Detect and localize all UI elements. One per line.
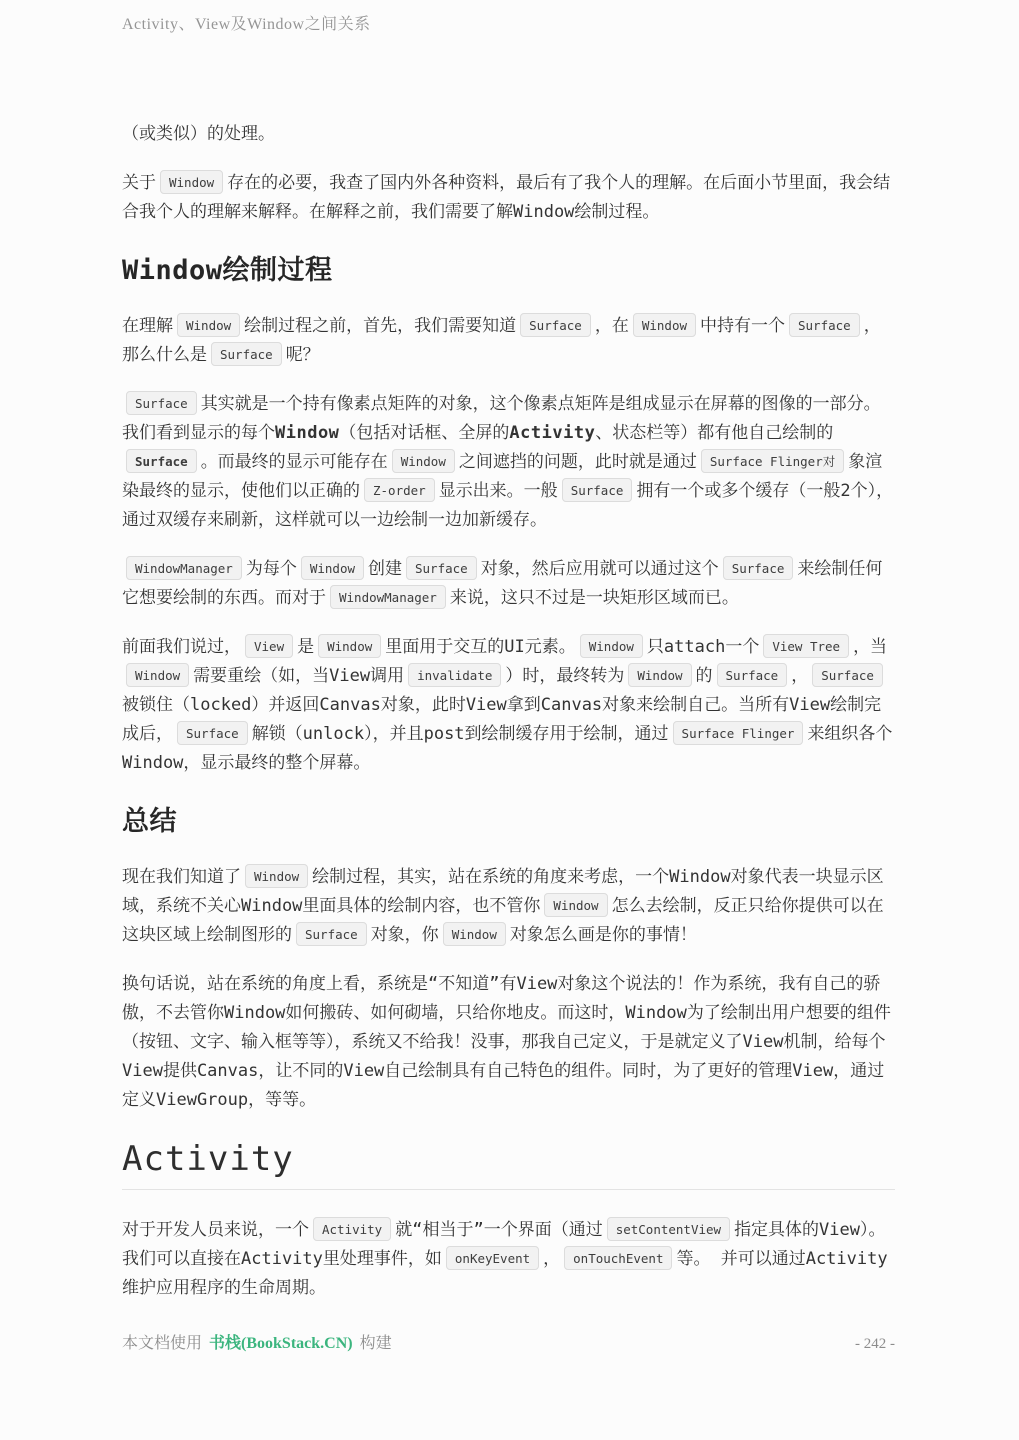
text-run: 被锁住（locked）并返回Canvas对象，此时View拿到Canvas对象来绘制自己。当所有View绘制完成后， (122, 695, 882, 744)
text-run: 换句话说，站在系统的角度上看，系统是“不知道”有View对象这个说法的！作为系统，我有自己的骄傲，不去管你Window如何搬砖、如何砌墙，只给你地皮。而这时，Window为了绘制出用户想要的组件（按钮、文字、输入框等等），系统又不给我！没事，那我自己定义，于是就定义了View机制，给每个View提供Canvas，让不同的View自己绘制具有自己特色的组件。同时，为了更好的管理View，通过定义ViewGroup，等等。 (122, 974, 891, 1110)
inline-code: Surface (296, 922, 367, 946)
inline-code: Surface (812, 663, 883, 687)
inline-code: Window (633, 313, 696, 337)
text-run: ，那么什么是 (122, 316, 881, 365)
text-run: 对象怎么画是你的事情！ (509, 925, 697, 945)
inline-code: WindowManager (126, 556, 242, 580)
text-run: 绘制过程之前，首先，我们需要知道 (244, 316, 517, 336)
text-run: 为每个 (245, 559, 297, 579)
text-run: 的 (695, 666, 713, 686)
section-heading: Window绘制过程 (122, 255, 333, 286)
inline-code: Window (318, 634, 381, 658)
text-run: 象渲染最终的显示，使他们以正确的 (122, 452, 883, 501)
inline-code: Surface (562, 478, 633, 502)
text-run: 绘制过程，其实，站在系统的角度来考虑，一个Window对象代表一块显示区域，系统不关心Window里面具体的绘制内容，也不管你 (122, 867, 884, 916)
inline-code: Surface (723, 556, 794, 580)
inline-code: WindowManager (330, 585, 446, 609)
text-run: 就“相当于”一个界面（通过 (395, 1220, 603, 1240)
footer-suffix-text: 构建 (359, 1335, 392, 1352)
inline-code: View Tree (763, 634, 849, 658)
text-run: 需要重绘（如，当View调用 (193, 666, 405, 686)
text-run: 对象，你 (370, 925, 439, 945)
bold-text: Window (275, 423, 340, 443)
inline-code: Window (177, 313, 240, 337)
text-run: 之间遮挡的问题，此时就是通过 (458, 452, 697, 472)
inline-code: onKeyEvent (446, 1246, 539, 1270)
inline-code: Window (392, 449, 455, 473)
inline-code: Window (126, 663, 189, 687)
text-run: 对于开发人员来说，一个 (122, 1220, 309, 1240)
page-number: - 242 - (855, 1336, 895, 1352)
text-run: 在理解 (122, 316, 173, 336)
text-run: 对象，然后应用就可以通过这个 (480, 559, 719, 579)
paragraph (122, 312, 895, 370)
text-run: 、状态栏等）都有他自己绘制的 (595, 423, 834, 443)
paragraph (122, 390, 895, 535)
inline-code: Surface (126, 391, 197, 415)
paragraph (122, 169, 895, 227)
text-run: ，当 (853, 637, 888, 657)
text-run: 关于 (122, 173, 156, 193)
text-run: ）时，最终转为 (505, 666, 625, 686)
text-run: 里面用于交互的UI元素。 (385, 637, 576, 657)
paragraph (122, 970, 895, 1115)
section-heading: 总结 (122, 806, 177, 837)
inline-code: Window (245, 864, 308, 888)
inline-code: onTouchEvent (564, 1246, 672, 1270)
text-run: 其实就是一个持有像素点矩阵的对象，这个像素点矩阵是组成显示在屏幕的图像的一部分。我们看到显示的每个 (122, 394, 881, 443)
inline-code: Window (160, 170, 223, 194)
text-run: 存在的必要，我查了国内外各种资料，最后有了我个人的理解。在后面小节里面，我会结合我个人的理解来解释。在解释之前，我们需要了解Window绘制过程。 (122, 173, 891, 222)
inline-code: Window (628, 663, 691, 687)
text-run: 呢？ (285, 345, 320, 365)
footer-prefix-text: 本文档使用 (122, 1335, 203, 1352)
text-run: 拥有一个或多个缓存（一般2个），通过双缓存来刷新，这样就可以一边绘制一边加新缓存。 (122, 481, 894, 530)
bold-text: Activity (509, 423, 596, 443)
text-run: 来组织各个Window，显示最终的整个屏幕。 (122, 724, 893, 773)
inline-code: Surface (406, 556, 477, 580)
running-header-title: Activity、View及Window之间关系 (122, 16, 371, 33)
paragraph (122, 120, 895, 149)
inline-code: Window (443, 922, 506, 946)
text-run: 指定具体的View）。我们可以直接在Activity里处理事件，如 (122, 1220, 886, 1269)
paragraph (122, 633, 895, 778)
inline-code: Surface (211, 342, 282, 366)
text-run: 等。 并可以通过Activity维护应用程序的生命周期。 (122, 1249, 888, 1298)
footer-build-note (122, 1330, 392, 1353)
inline-code: Window (580, 634, 643, 658)
text-run: （或类似）的处理。 (122, 124, 275, 144)
text-run: 创建 (368, 559, 402, 579)
text-run: ，在 (594, 316, 629, 336)
inline-code: Activity (313, 1217, 391, 1241)
text-run: 只attach一个 (646, 637, 760, 657)
text-run: 中持有一个 (700, 316, 785, 336)
inline-code: Window (544, 893, 607, 917)
inline-code: View (245, 634, 293, 658)
section-heading: Activity (122, 1139, 895, 1190)
text-run: 显示出来。一般 (438, 481, 558, 501)
text-run: 前面我们说过， (122, 637, 241, 657)
inline-code: invalidate (408, 663, 501, 687)
inline-code: Surface (177, 721, 248, 745)
document-body (122, 120, 895, 1323)
text-run: 是 (297, 637, 315, 657)
inline-code: Surface (789, 313, 860, 337)
text-run: 来说，这只不过是一块矩形区域而已。 (449, 588, 739, 608)
inline-code: Surface Flinger (673, 721, 804, 745)
inline-code: setContentView (607, 1217, 730, 1241)
inline-code: Surface (126, 449, 197, 473)
text-run: 现在我们知道了 (122, 867, 241, 887)
text-run: ， (543, 1249, 561, 1269)
text-run: 来绘制任何它想要绘制的东西。而对于 (122, 559, 883, 608)
paragraph (122, 555, 895, 613)
text-run: 。而最终的显示可能存在 (200, 452, 388, 472)
text-run: 解锁（unlock），并且post到绘制缓存用于绘制，通过 (251, 724, 669, 744)
inline-code: Surface (717, 663, 788, 687)
text-run: ， (791, 666, 809, 686)
inline-code: Surface (520, 313, 591, 337)
text-run: 怎么去绘制，反正只给你提供可以在这块区域上绘制图形的 (122, 896, 884, 945)
inline-code: Z-order (364, 478, 435, 502)
page-footer (122, 1330, 895, 1353)
bookstack-link[interactable]: 书栈(BookStack.CN) (209, 1335, 353, 1352)
paragraph (122, 1216, 895, 1303)
inline-code: Window (301, 556, 364, 580)
inline-code: Surface Flinger对 (701, 449, 844, 473)
text-run: （包括对话框、全屏的 (339, 423, 510, 443)
paragraph (122, 863, 895, 950)
